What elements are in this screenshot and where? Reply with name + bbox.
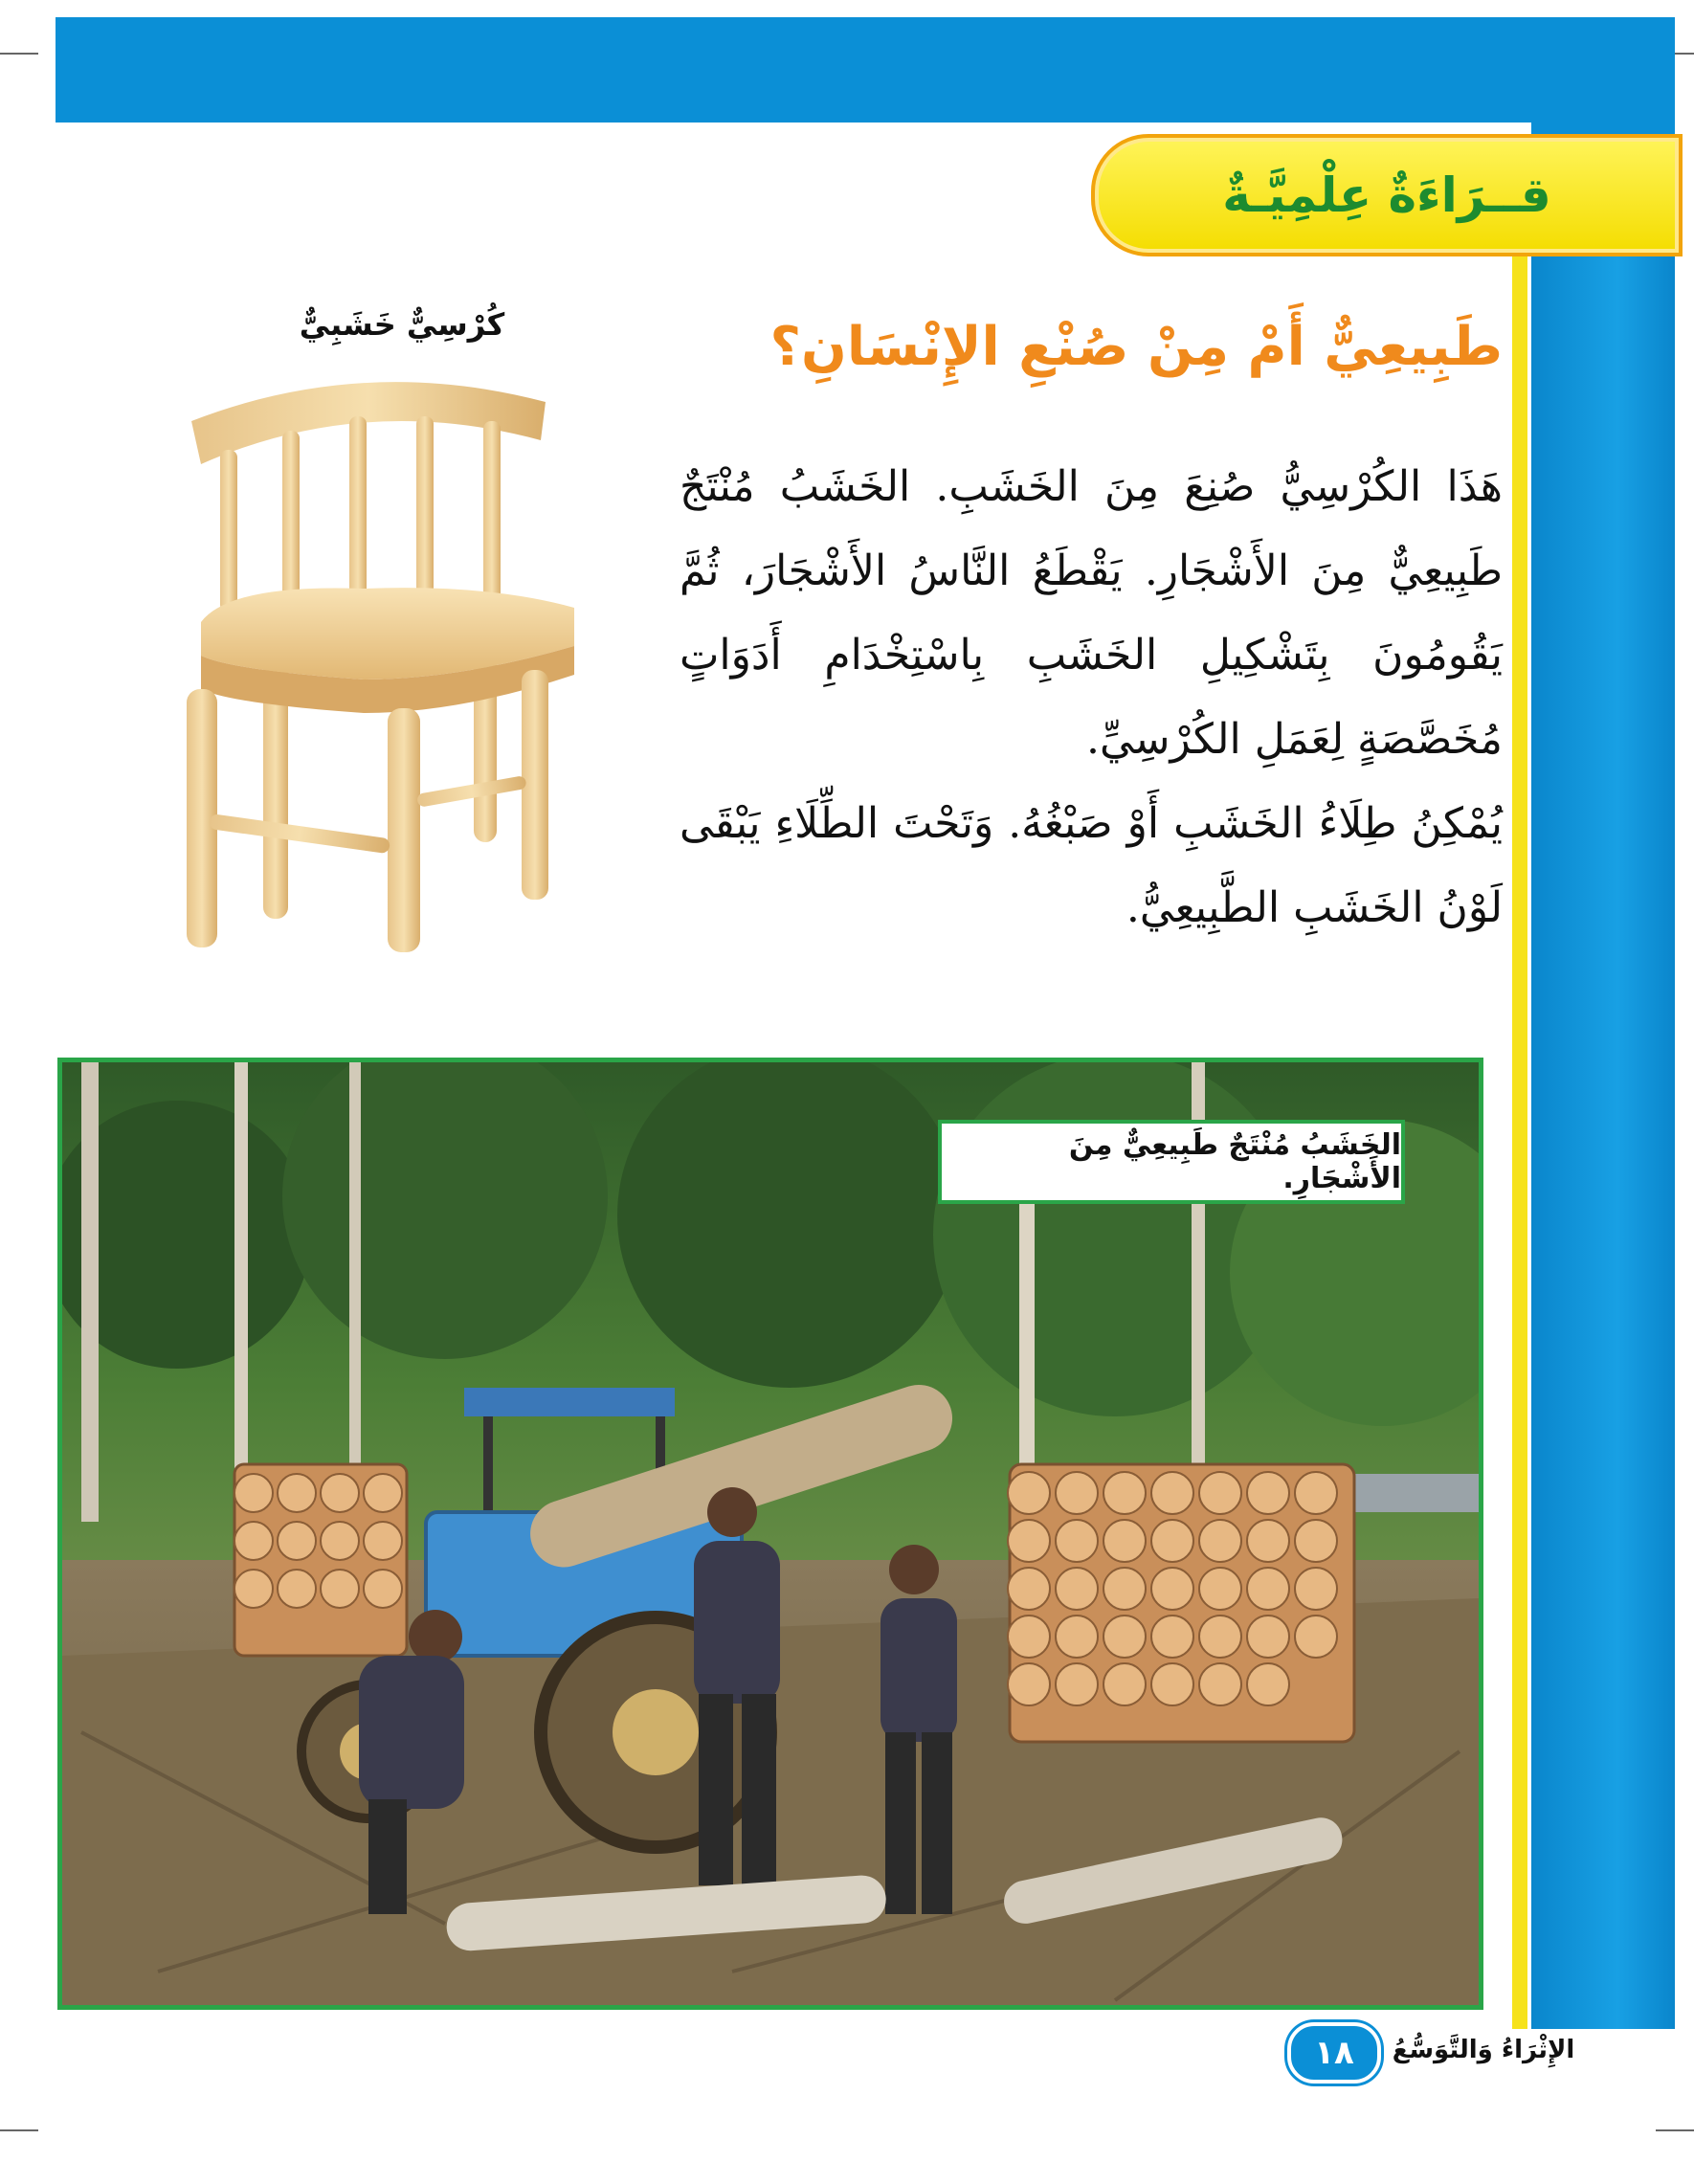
paragraph-2: يُمْكِنُ طِلَاءُ الخَشَبِ أَوْ صَبْغُهُ. وَتَحْتَ الطِّلَاءِ يَبْقَى لَوْنُ الخَشَبِ الطَّبِيعِيُّ. <box>680 799 1503 932</box>
right-color-band-inner <box>1531 239 1675 2029</box>
crop-mark <box>0 2129 38 2131</box>
footer-section-label: الإِثْرَاءُ وَالتَّوَسُّعُ <box>1392 2036 1575 2064</box>
wooden-chair-illustration <box>172 364 613 957</box>
body-text <box>680 445 1503 950</box>
yellow-strip <box>1512 239 1527 2029</box>
section-label: قــرَاءَةٌ عِلْمِيَّـةٌ <box>1222 167 1551 223</box>
section-banner <box>1091 134 1683 256</box>
crop-mark <box>1656 2129 1694 2131</box>
chair-caption: كُرْسِيٌّ خَشَبِيٌّ <box>299 306 505 343</box>
page-number: ١٨ <box>1287 2022 1381 2084</box>
paragraph-1: هَذَا الكُرْسِيُّ صُنِعَ مِنَ الخَشَبِ. الخَشَبُ مُنْتَجٌ طَبِيعِيٌّ مِنَ الأَشْجَارِ. يَقْطَعُ النَّاسُ الأَشْجَارَ، ثُمَّ يَقُومُونَ بِتَشْكِيلِ الخَشَبِ بِاسْتِخْدَامِ أَدَوَاتٍ مُخَصَّصَةٍ لِعَمَلِ الكُرْسِيِّ. <box>680 462 1503 764</box>
top-color-band <box>56 17 1675 123</box>
photo-caption: الخَشَبُ مُنْتَجٌ طَبِيعِيٌّ مِنَ الأَشْجَارِ. <box>938 1120 1405 1204</box>
lesson-title: طَبِيعِيٌّ أَمْ مِنْ صُنْعِ الإِنْسَانِ؟ <box>769 316 1503 378</box>
crop-mark <box>0 53 38 55</box>
